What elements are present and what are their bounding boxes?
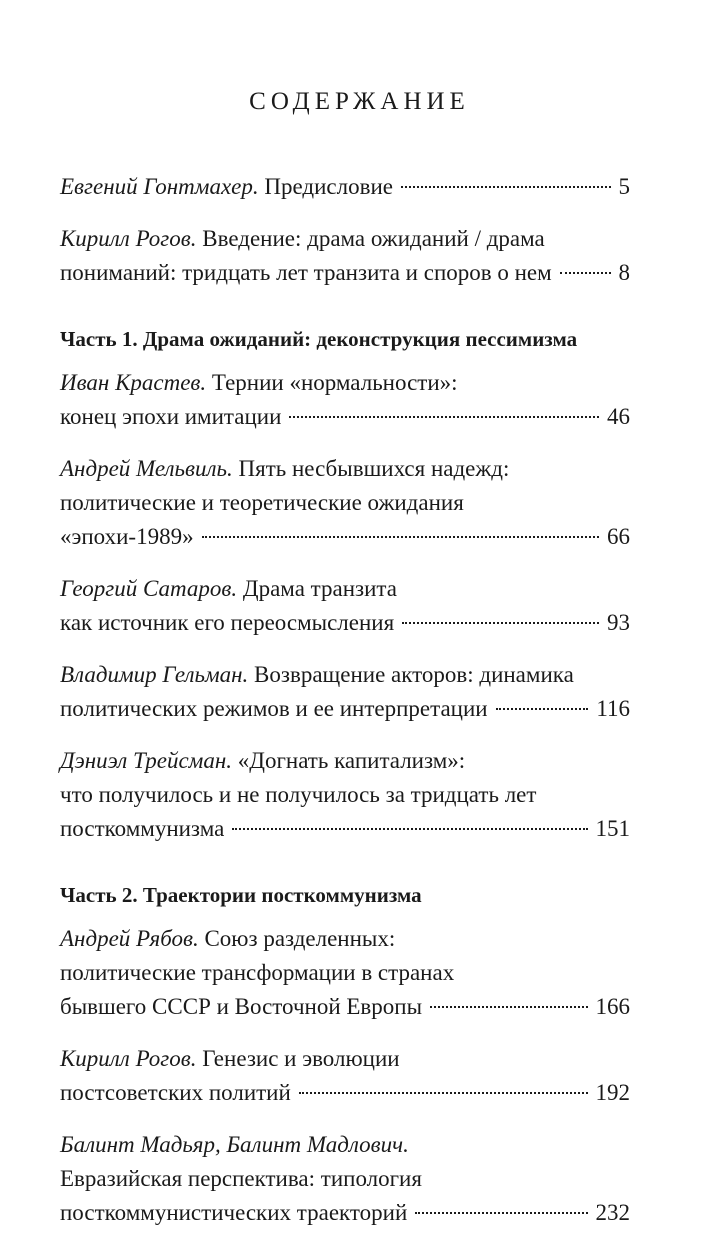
toc-entry[interactable] (60, 572, 630, 640)
dot-leader (430, 1006, 587, 1008)
toc-entry[interactable] (60, 222, 630, 290)
entry-author: Кирилл Рогов. (60, 226, 197, 251)
page-number: 192 (595, 1080, 630, 1105)
entry-author: Андрей Рябов. (60, 926, 199, 951)
entry-author: Дэниэл Трейсман. (60, 748, 233, 773)
entry-title-text: посткоммунистических траекторий (60, 1200, 408, 1225)
toc-entry-line (60, 170, 630, 204)
entry-title-text: Генезис и эволюции (196, 1046, 400, 1071)
entry-author: Балинт Мадьяр, Балинт Мадлович. (60, 1132, 409, 1157)
page-number: 46 (607, 404, 630, 429)
page-number: 5 (618, 174, 630, 199)
entry-title-text: «Догнать капитализм»: (232, 748, 466, 773)
toc-entry-line (60, 366, 630, 400)
page-number: 166 (595, 994, 630, 1019)
toc-entry[interactable] (60, 922, 630, 1024)
dot-leader (289, 416, 599, 418)
toc-entry[interactable] (60, 1128, 630, 1230)
toc-entry-line (60, 256, 630, 290)
toc-entry-line (60, 606, 630, 640)
dot-leader (402, 622, 599, 624)
entry-title-text: политические и теоретические ожидания (60, 490, 464, 515)
page-title: СОДЕРЖАНИЕ (249, 88, 470, 115)
toc-entry-line (60, 744, 630, 778)
toc-entry[interactable] (60, 452, 630, 554)
part-2-section (60, 922, 630, 1230)
entry-author: Владимир Гельман. (60, 662, 249, 687)
page-number: 151 (595, 816, 630, 841)
toc-entry[interactable] (60, 658, 630, 726)
intro-section (60, 170, 630, 290)
page-number: 93 (607, 610, 630, 635)
entry-title-text: Предисловие (258, 174, 393, 199)
part-1-section (60, 366, 630, 846)
entry-title-text: Возвращение акторов: динамика (248, 662, 574, 687)
entry-title-text: как источник его переосмысления (60, 610, 395, 635)
toc-entry-line (60, 486, 630, 520)
page-number: 116 (596, 696, 630, 721)
dot-leader (560, 272, 611, 274)
entry-title-text: Евразийская перспектива: типология (60, 1166, 422, 1191)
dot-leader (232, 828, 587, 830)
toc-entry-line (60, 658, 630, 692)
toc-entry-line (60, 1076, 630, 1110)
toc-entry-line (60, 1042, 630, 1076)
entry-title-text: пониманий: тридцать лет транзита и споров о нем (60, 260, 552, 285)
dot-leader (299, 1092, 588, 1094)
entry-title-text: «эпохи-1989» (60, 524, 194, 549)
toc-entry-line (60, 812, 630, 846)
toc-entry-line (60, 990, 630, 1024)
toc-entry-line (60, 520, 630, 554)
entry-title-text: политических режимов и ее интерпретации (60, 696, 488, 721)
table-of-contents (60, 170, 630, 1248)
toc-entry-line (60, 222, 630, 256)
entry-title-text: Пять несбывшихся надежд: (232, 456, 510, 481)
dot-leader (202, 536, 599, 538)
entry-author: Андрей Мельвиль. (60, 456, 233, 481)
toc-entry-line (60, 922, 630, 956)
entry-author: Иван Крастев. (60, 370, 207, 395)
toc-entry-line (60, 400, 630, 434)
page-number: 8 (618, 260, 630, 285)
entry-author: Георгий Сатаров. (60, 576, 238, 601)
toc-entry-line (60, 1196, 630, 1230)
entry-title-text: политические трансформации в странах (60, 960, 455, 985)
entry-title-text: бывшего СССР и Восточной Европы (60, 994, 423, 1019)
toc-entry[interactable] (60, 744, 630, 846)
entry-title-text: конец эпохи имитации (60, 404, 282, 429)
dot-leader (496, 708, 589, 710)
entry-title-text: Введение: драма ожиданий / драма (196, 226, 545, 251)
toc-entry[interactable] (60, 366, 630, 434)
page-number: 66 (607, 524, 630, 549)
toc-entry-line (60, 572, 630, 606)
entry-title-text: Союз разделенных: (198, 926, 396, 951)
toc-entry-line (60, 452, 630, 486)
part-1-heading: Часть 1. Драма ожиданий: деконструкция пессимизма (60, 327, 578, 351)
entry-title-text: посткоммунизма (60, 816, 225, 841)
entry-title-text: постсоветских политий (60, 1080, 291, 1105)
toc-entry-line (60, 778, 630, 812)
entry-author: Евгений Гонтмахер. (60, 174, 259, 199)
entry-title-text: что получилось и не получилось за тридцать лет (60, 782, 537, 807)
toc-entry-line (60, 692, 630, 726)
entry-title-text: Драма транзита (237, 576, 397, 601)
toc-entry-line (60, 956, 630, 990)
dot-leader (401, 186, 611, 188)
toc-entry-line (60, 1162, 630, 1196)
part-2-heading: Часть 2. Траектории посткоммунизма (60, 883, 422, 907)
page-number: 232 (595, 1200, 630, 1225)
toc-entry[interactable] (60, 1042, 630, 1110)
dot-leader (415, 1212, 587, 1214)
entry-author: Кирилл Рогов. (60, 1046, 197, 1071)
entry-title-text: Тернии «нормальности»: (206, 370, 458, 395)
toc-entry[interactable] (60, 170, 630, 204)
